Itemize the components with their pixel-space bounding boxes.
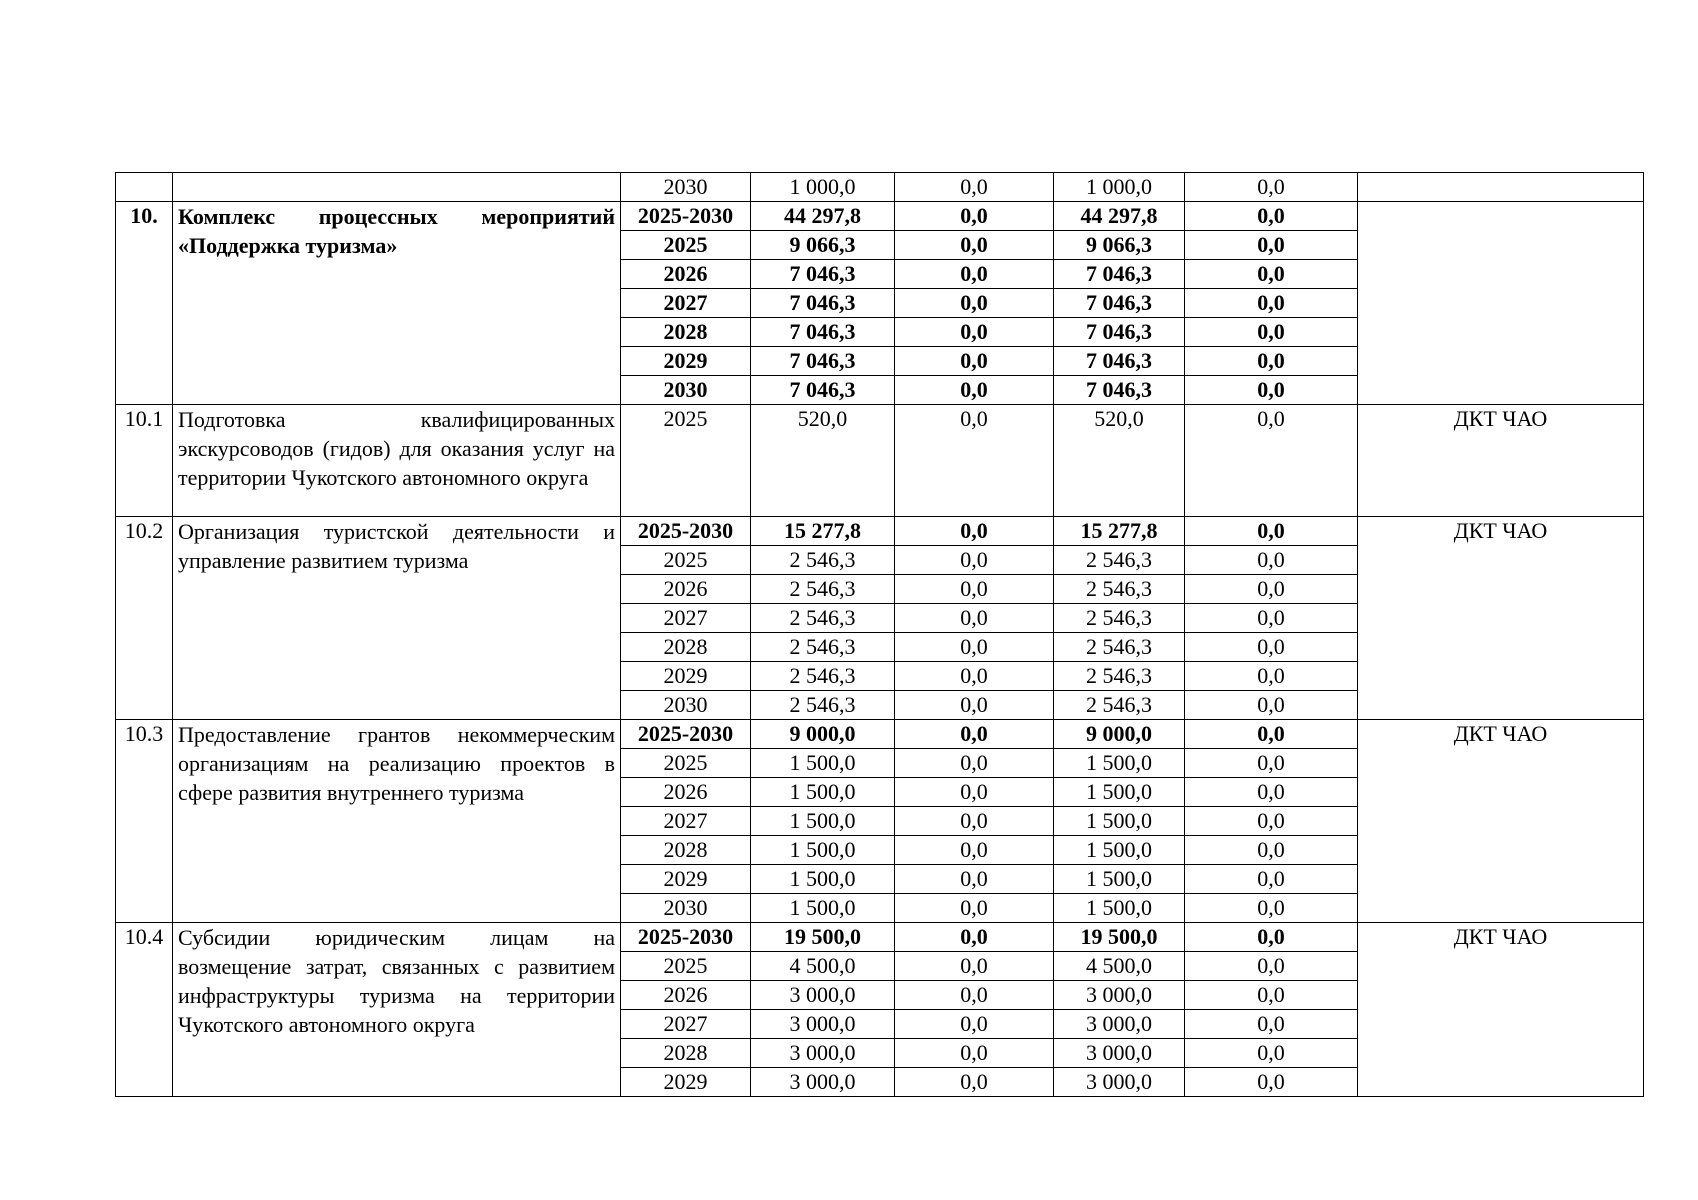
federal-cell: 0,0 [895, 1068, 1054, 1097]
regional-cell: 3 000,0 [1054, 1068, 1185, 1097]
regional-cell: 9 066,3 [1054, 231, 1185, 260]
responsible-executor: ДКТ ЧАО [1358, 720, 1644, 923]
total-cell: 3 000,0 [751, 981, 895, 1010]
total-cell: 15 277,8 [751, 517, 895, 546]
year-cell: 2027 [621, 604, 751, 633]
responsible-executor [1358, 173, 1644, 202]
table-row [116, 517, 1644, 546]
total-cell: 7 046,3 [751, 289, 895, 318]
regional-cell: 1 500,0 [1054, 807, 1185, 836]
total-cell: 2 546,3 [751, 604, 895, 633]
federal-cell: 0,0 [895, 981, 1054, 1010]
year-cell: 2028 [621, 1039, 751, 1068]
year-cell: 2025 [621, 231, 751, 260]
total-cell: 9 066,3 [751, 231, 895, 260]
federal-cell: 0,0 [895, 517, 1054, 546]
year-cell: 2029 [621, 865, 751, 894]
other-cell: 0,0 [1185, 923, 1358, 952]
year-cell: 2025 [621, 749, 751, 778]
table-row [116, 923, 1644, 952]
year-cell: 2026 [621, 981, 751, 1010]
other-cell: 0,0 [1185, 231, 1358, 260]
total-cell: 7 046,3 [751, 347, 895, 376]
other-cell: 0,0 [1185, 778, 1358, 807]
other-cell: 0,0 [1185, 633, 1358, 662]
year-cell: 2027 [621, 289, 751, 318]
federal-cell: 0,0 [895, 865, 1054, 894]
regional-cell: 3 000,0 [1054, 1039, 1185, 1068]
regional-cell: 1 500,0 [1054, 894, 1185, 923]
regional-cell: 2 546,3 [1054, 575, 1185, 604]
regional-cell: 7 046,3 [1054, 289, 1185, 318]
item-number: 10. [116, 202, 173, 405]
total-cell: 1 500,0 [751, 778, 895, 807]
other-cell: 0,0 [1185, 173, 1358, 202]
year-cell: 2029 [621, 662, 751, 691]
other-cell: 0,0 [1185, 662, 1358, 691]
year-cell: 2029 [621, 1068, 751, 1097]
other-cell: 0,0 [1185, 807, 1358, 836]
federal-cell: 0,0 [895, 749, 1054, 778]
regional-cell: 7 046,3 [1054, 260, 1185, 289]
other-cell: 0,0 [1185, 289, 1358, 318]
federal-cell: 0,0 [895, 546, 1054, 575]
federal-cell: 0,0 [895, 575, 1054, 604]
regional-cell: 7 046,3 [1054, 318, 1185, 347]
other-cell: 0,0 [1185, 347, 1358, 376]
regional-cell: 1 500,0 [1054, 778, 1185, 807]
other-cell: 0,0 [1185, 376, 1358, 405]
year-cell: 2027 [621, 807, 751, 836]
responsible-executor [1358, 202, 1644, 405]
total-cell: 7 046,3 [751, 318, 895, 347]
total-cell: 2 546,3 [751, 662, 895, 691]
federal-cell: 0,0 [895, 202, 1054, 231]
regional-cell: 2 546,3 [1054, 604, 1185, 633]
responsible-executor: ДКТ ЧАО [1358, 405, 1644, 517]
year-cell: 2026 [621, 260, 751, 289]
item-number: 10.4 [116, 923, 173, 1097]
regional-cell: 7 046,3 [1054, 376, 1185, 405]
other-cell: 0,0 [1185, 981, 1358, 1010]
regional-cell: 2 546,3 [1054, 662, 1185, 691]
total-cell: 2 546,3 [751, 546, 895, 575]
federal-cell: 0,0 [895, 1010, 1054, 1039]
federal-cell: 0,0 [895, 347, 1054, 376]
federal-cell: 0,0 [895, 894, 1054, 923]
other-cell: 0,0 [1185, 546, 1358, 575]
total-cell: 2 546,3 [751, 691, 895, 720]
year-cell: 2026 [621, 575, 751, 604]
regional-cell: 4 500,0 [1054, 952, 1185, 981]
other-cell: 0,0 [1185, 405, 1358, 517]
year-cell: 2029 [621, 347, 751, 376]
regional-cell: 3 000,0 [1054, 981, 1185, 1010]
other-cell: 0,0 [1185, 260, 1358, 289]
item-name: Организация туристской деятельности и управление развитием туризма [173, 517, 621, 720]
federal-cell: 0,0 [895, 662, 1054, 691]
other-cell: 0,0 [1185, 575, 1358, 604]
item-name [173, 173, 621, 202]
other-cell: 0,0 [1185, 318, 1358, 347]
federal-cell: 0,0 [895, 376, 1054, 405]
regional-cell: 1 500,0 [1054, 836, 1185, 865]
regional-cell: 3 000,0 [1054, 1010, 1185, 1039]
total-cell: 3 000,0 [751, 1068, 895, 1097]
regional-cell: 15 277,8 [1054, 517, 1185, 546]
federal-cell: 0,0 [895, 231, 1054, 260]
year-cell: 2028 [621, 318, 751, 347]
federal-cell: 0,0 [895, 318, 1054, 347]
regional-cell: 2 546,3 [1054, 691, 1185, 720]
item-name: Предоставление грантов некоммерческим организациям на реализацию проектов в сфере развития внутреннего туризма [173, 720, 621, 923]
year-cell: 2028 [621, 633, 751, 662]
other-cell: 0,0 [1185, 517, 1358, 546]
federal-cell: 0,0 [895, 923, 1054, 952]
other-cell: 0,0 [1185, 202, 1358, 231]
table-row [116, 173, 1644, 202]
table-row [116, 405, 1644, 517]
table-row [116, 720, 1644, 749]
regional-cell: 520,0 [1054, 405, 1185, 517]
other-cell: 0,0 [1185, 894, 1358, 923]
year-cell: 2025-2030 [621, 923, 751, 952]
year-cell: 2025-2030 [621, 517, 751, 546]
item-name: Подготовка квалифицированных экскурсоводов (гидов) для оказания услуг на территории Чукотского автономного округа [173, 405, 621, 517]
regional-cell: 2 546,3 [1054, 546, 1185, 575]
regional-cell: 1 500,0 [1054, 749, 1185, 778]
federal-cell: 0,0 [895, 260, 1054, 289]
other-cell: 0,0 [1185, 604, 1358, 633]
other-cell: 0,0 [1185, 1039, 1358, 1068]
total-cell: 3 000,0 [751, 1039, 895, 1068]
federal-cell: 0,0 [895, 405, 1054, 517]
year-cell: 2030 [621, 376, 751, 405]
other-cell: 0,0 [1185, 836, 1358, 865]
total-cell: 1 500,0 [751, 807, 895, 836]
regional-cell: 1 500,0 [1054, 865, 1185, 894]
total-cell: 2 546,3 [751, 633, 895, 662]
other-cell: 0,0 [1185, 749, 1358, 778]
year-cell: 2025-2030 [621, 202, 751, 231]
total-cell: 19 500,0 [751, 923, 895, 952]
federal-cell: 0,0 [895, 173, 1054, 202]
regional-cell: 9 000,0 [1054, 720, 1185, 749]
federal-cell: 0,0 [895, 807, 1054, 836]
year-cell: 2030 [621, 173, 751, 202]
total-cell: 3 000,0 [751, 1010, 895, 1039]
federal-cell: 0,0 [895, 289, 1054, 318]
total-cell: 1 500,0 [751, 749, 895, 778]
item-number: 10.2 [116, 517, 173, 720]
federal-cell: 0,0 [895, 720, 1054, 749]
total-cell: 1 000,0 [751, 173, 895, 202]
total-cell: 44 297,8 [751, 202, 895, 231]
item-name: Субсидии юридическим лицам на возмещение затрат, связанных с развитием инфраструктуры туризма на территории Чукотского автономного округа [173, 923, 621, 1097]
total-cell: 2 546,3 [751, 575, 895, 604]
regional-cell: 7 046,3 [1054, 347, 1185, 376]
regional-cell: 2 546,3 [1054, 633, 1185, 662]
total-cell: 7 046,3 [751, 260, 895, 289]
item-number: 10.1 [116, 405, 173, 517]
year-cell: 2030 [621, 691, 751, 720]
other-cell: 0,0 [1185, 952, 1358, 981]
total-cell: 7 046,3 [751, 376, 895, 405]
other-cell: 0,0 [1185, 720, 1358, 749]
other-cell: 0,0 [1185, 691, 1358, 720]
responsible-executor: ДКТ ЧАО [1358, 923, 1644, 1097]
federal-cell: 0,0 [895, 1039, 1054, 1068]
item-number: 10.3 [116, 720, 173, 923]
total-cell: 4 500,0 [751, 952, 895, 981]
federal-cell: 0,0 [895, 604, 1054, 633]
year-cell: 2027 [621, 1010, 751, 1039]
other-cell: 0,0 [1185, 865, 1358, 894]
item-name: Комплекс процессных мероприятий «Поддержка туризма» [173, 202, 621, 405]
regional-cell: 19 500,0 [1054, 923, 1185, 952]
total-cell: 9 000,0 [751, 720, 895, 749]
federal-cell: 0,0 [895, 836, 1054, 865]
other-cell: 0,0 [1185, 1068, 1358, 1097]
regional-cell: 44 297,8 [1054, 202, 1185, 231]
year-cell: 2026 [621, 778, 751, 807]
year-cell: 2025 [621, 405, 751, 517]
other-cell: 0,0 [1185, 1010, 1358, 1039]
year-cell: 2025-2030 [621, 720, 751, 749]
federal-cell: 0,0 [895, 778, 1054, 807]
regional-cell: 1 000,0 [1054, 173, 1185, 202]
table-row [116, 202, 1644, 231]
total-cell: 1 500,0 [751, 894, 895, 923]
federal-cell: 0,0 [895, 952, 1054, 981]
item-number [116, 173, 173, 202]
responsible-executor: ДКТ ЧАО [1358, 517, 1644, 720]
funding-table [115, 172, 1644, 1097]
total-cell: 520,0 [751, 405, 895, 517]
total-cell: 1 500,0 [751, 836, 895, 865]
total-cell: 1 500,0 [751, 865, 895, 894]
year-cell: 2028 [621, 836, 751, 865]
year-cell: 2025 [621, 952, 751, 981]
year-cell: 2025 [621, 546, 751, 575]
federal-cell: 0,0 [895, 691, 1054, 720]
year-cell: 2030 [621, 894, 751, 923]
federal-cell: 0,0 [895, 633, 1054, 662]
